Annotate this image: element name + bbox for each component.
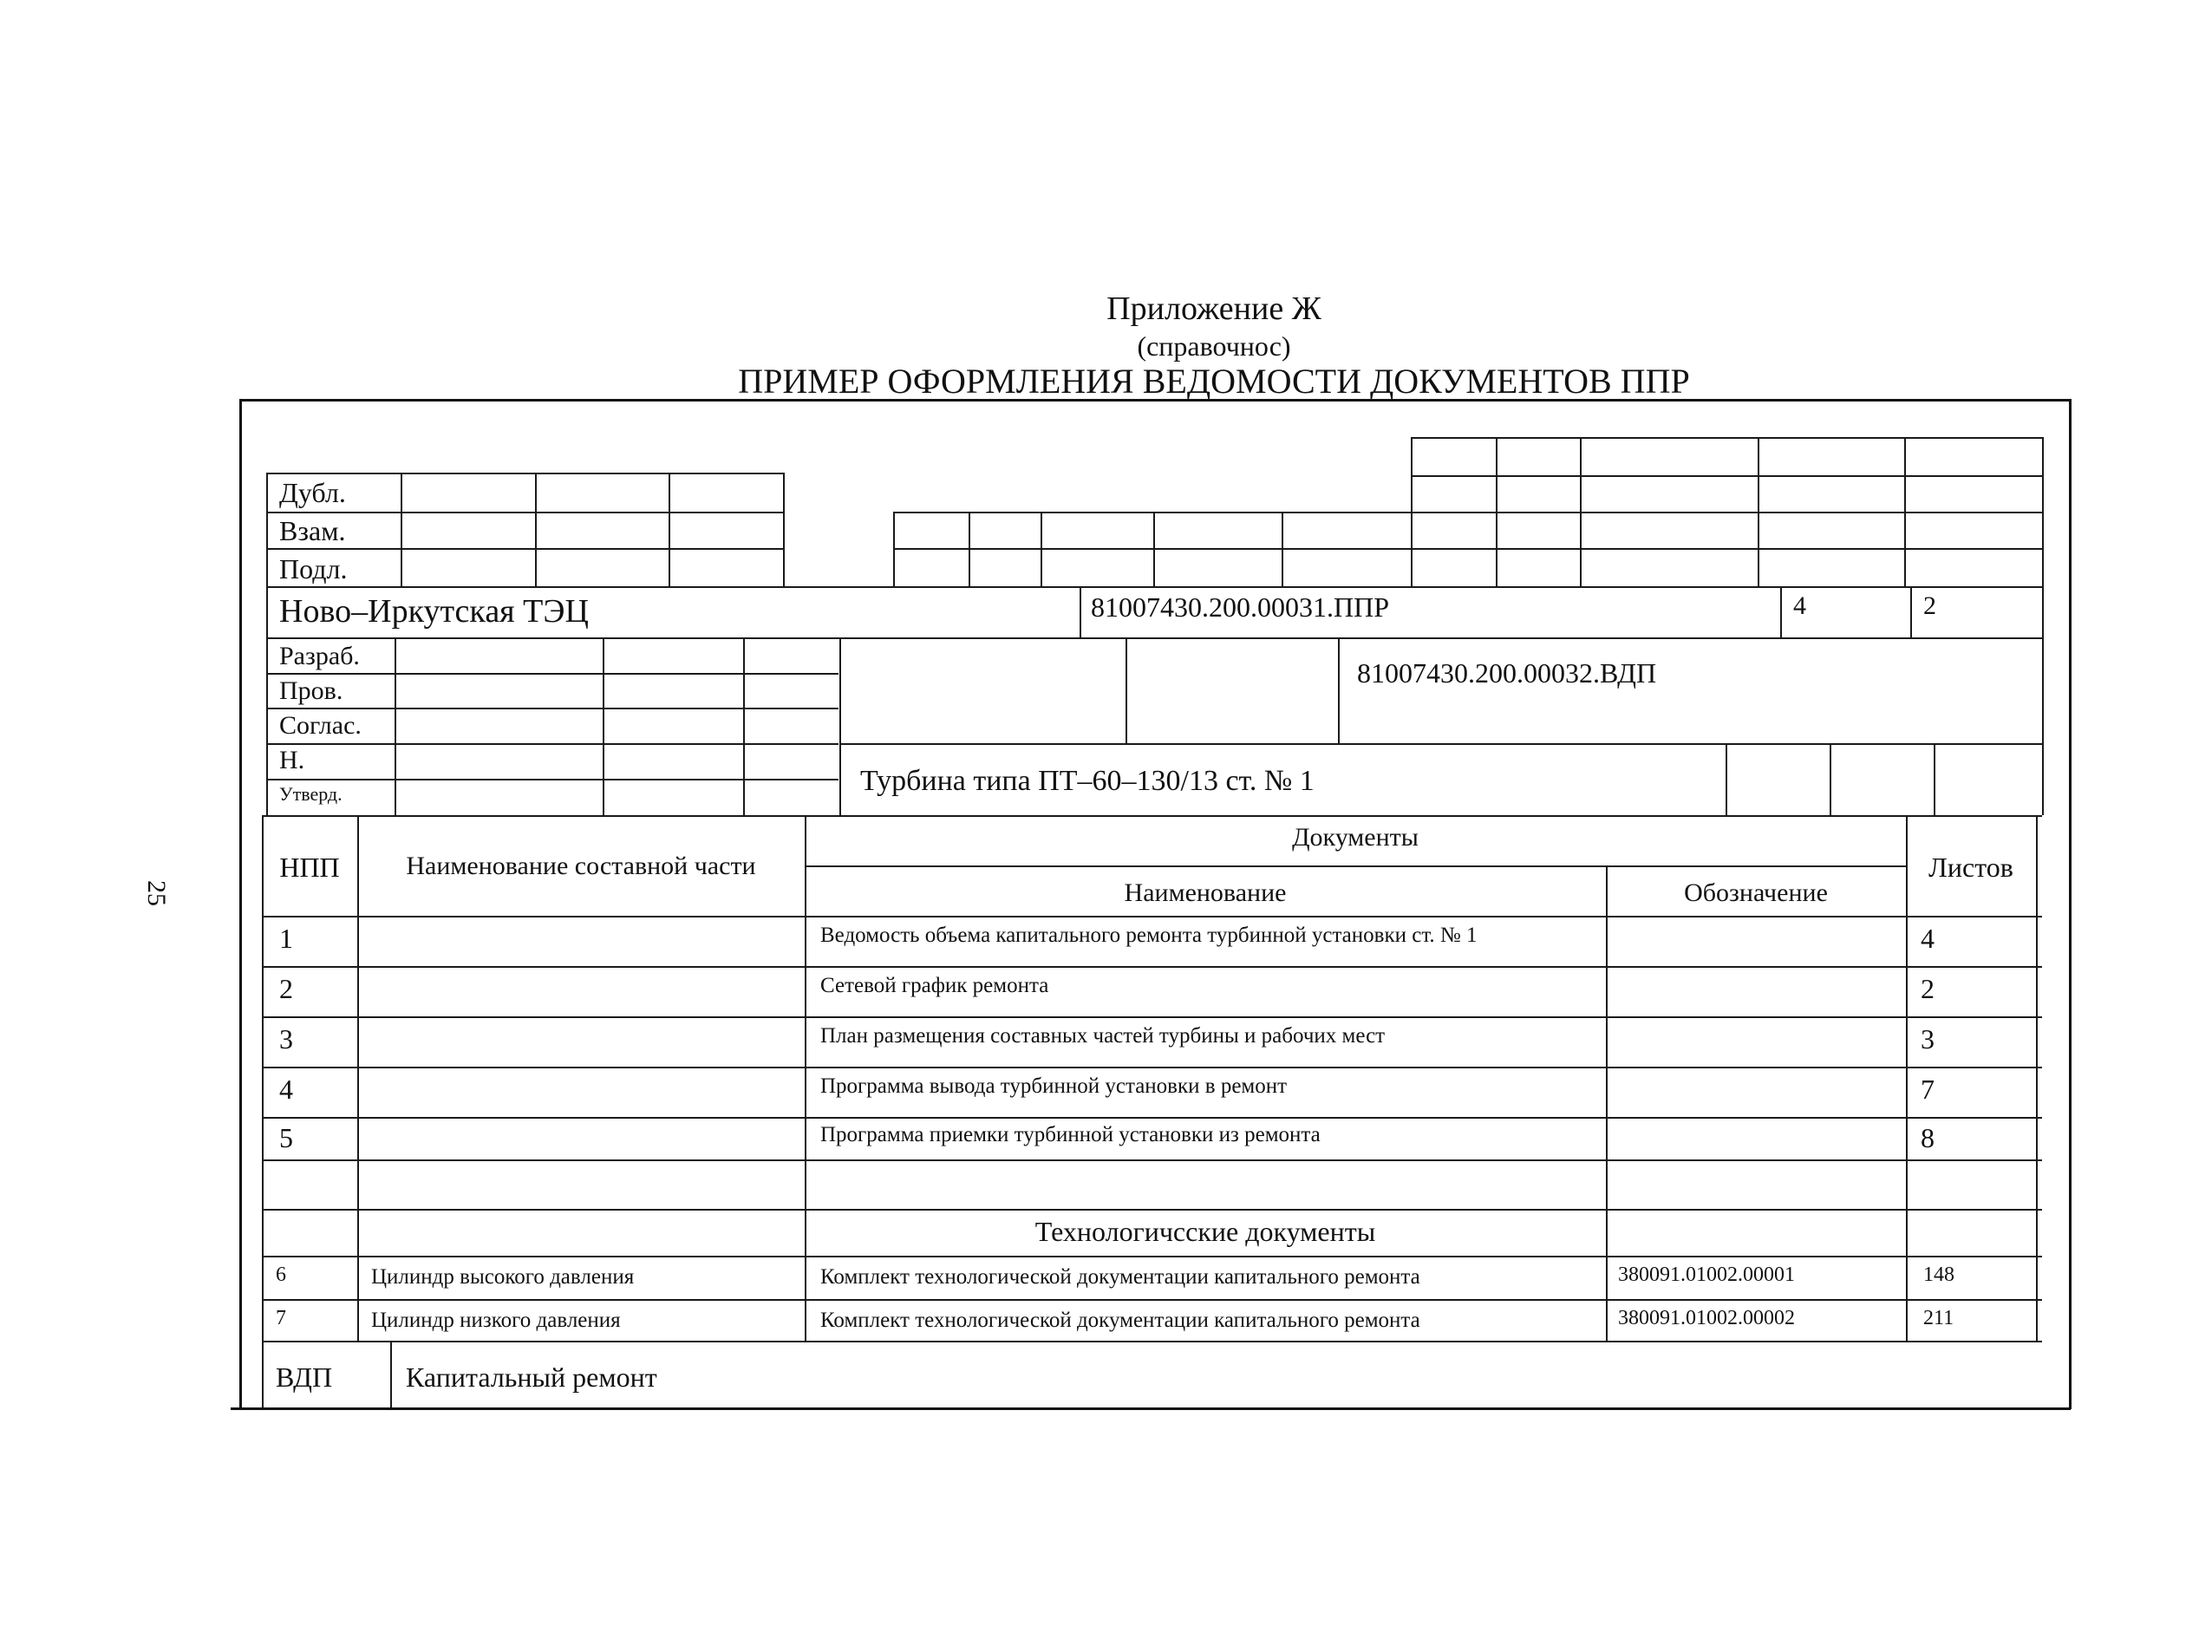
cell-designation: 380091.01002.00001 bbox=[1618, 1263, 1795, 1286]
col-header-doc-name: Наименование bbox=[1124, 878, 1287, 907]
cell-sheets: 4 bbox=[1921, 923, 1935, 954]
cell-npp: 7 bbox=[276, 1307, 286, 1329]
cell-part-name: Цилиндр низкого давления bbox=[371, 1309, 621, 1332]
cell-part-name: Цилиндр высокого давления bbox=[371, 1265, 635, 1289]
cell-npp: 2 bbox=[279, 973, 293, 1004]
sig-label-razrab: Разраб. bbox=[279, 642, 360, 670]
cell-npp: 1 bbox=[279, 923, 293, 954]
cell-npp: 4 bbox=[279, 1074, 293, 1105]
sig-label-prov: Пров. bbox=[279, 676, 343, 705]
col-header-part-name: Наименование составной части bbox=[406, 852, 756, 880]
cell-npp: 3 bbox=[279, 1023, 293, 1055]
organization-name: Ново–Иркутская ТЭЦ bbox=[279, 593, 589, 630]
cell-sheets: 8 bbox=[1921, 1122, 1935, 1153]
cell-npp: 5 bbox=[279, 1122, 293, 1153]
cell-doc-name: Сетевой график ремонта bbox=[820, 974, 1049, 997]
page-number: 25 bbox=[142, 880, 171, 906]
cell-sheets: 148 bbox=[1923, 1263, 1954, 1286]
cell-designation: 380091.01002.00002 bbox=[1618, 1307, 1795, 1329]
stamp-label-podl: Подл. bbox=[279, 553, 348, 584]
cell-doc-name: План размещения составных частей турбины и рабочих мест bbox=[820, 1024, 1386, 1048]
appendix-label: Приложение Ж bbox=[1106, 291, 1321, 327]
appendix-subtitle: (справочнос) bbox=[1137, 330, 1291, 362]
page-title: ПРИМЕР ОФОРМЛЕНИЯ ВЕДОМОСТИ ДОКУМЕНТОВ ППР bbox=[738, 362, 1690, 401]
sig-label-soglas: Соглас. bbox=[279, 711, 362, 740]
sig-label-n: Н. bbox=[279, 746, 305, 774]
col-header-documents: Документы bbox=[1292, 823, 1419, 852]
cell-sheets: 2 bbox=[1921, 973, 1935, 1004]
stamp-label-dubl: Дубл. bbox=[279, 477, 346, 508]
col-header-designation: Обозначение bbox=[1684, 878, 1828, 907]
product-name: Турбина типа ПТ–60–130/13 ст. № 1 bbox=[860, 765, 1315, 797]
cell-sheets: 7 bbox=[1921, 1074, 1935, 1105]
doc-code-vdp: 81007430.200.00032.ВДП bbox=[1357, 657, 1657, 689]
cell-sheets: 3 bbox=[1921, 1023, 1935, 1055]
sig-label-utverd: Утверд. bbox=[279, 783, 343, 805]
col-header-npp: НПП bbox=[279, 852, 340, 883]
cell-doc-name: Программа вывода турбинной установки в ремонт bbox=[820, 1074, 1288, 1098]
stamp-label-vzam: Взам. bbox=[279, 515, 346, 546]
footer-code: ВДП bbox=[276, 1361, 333, 1393]
sheet-cell-1: 4 bbox=[1793, 591, 1806, 620]
cell-doc-name: Комплект технологической документации капитального ремонта bbox=[820, 1309, 1420, 1332]
footer-text: Капитальный ремонт bbox=[406, 1361, 657, 1393]
sheet-cell-2: 2 bbox=[1923, 591, 1936, 620]
tech-section-title: Технологичсские документы bbox=[1034, 1216, 1376, 1247]
cell-sheets: 211 bbox=[1923, 1307, 1954, 1329]
doc-code-ppr: 81007430.200.00031.ППР bbox=[1091, 591, 1390, 623]
cell-doc-name: Ведомость объема капитального ремонта турбинной установки ст. № 1 bbox=[820, 924, 1478, 947]
cell-doc-name: Программа приемки турбинной установки из ремонта bbox=[820, 1123, 1321, 1146]
col-header-sheets: Листов bbox=[1928, 852, 2013, 883]
cell-doc-name: Комплект технологической документации капитального ремонта bbox=[820, 1265, 1420, 1289]
cell-npp: 6 bbox=[276, 1263, 286, 1286]
